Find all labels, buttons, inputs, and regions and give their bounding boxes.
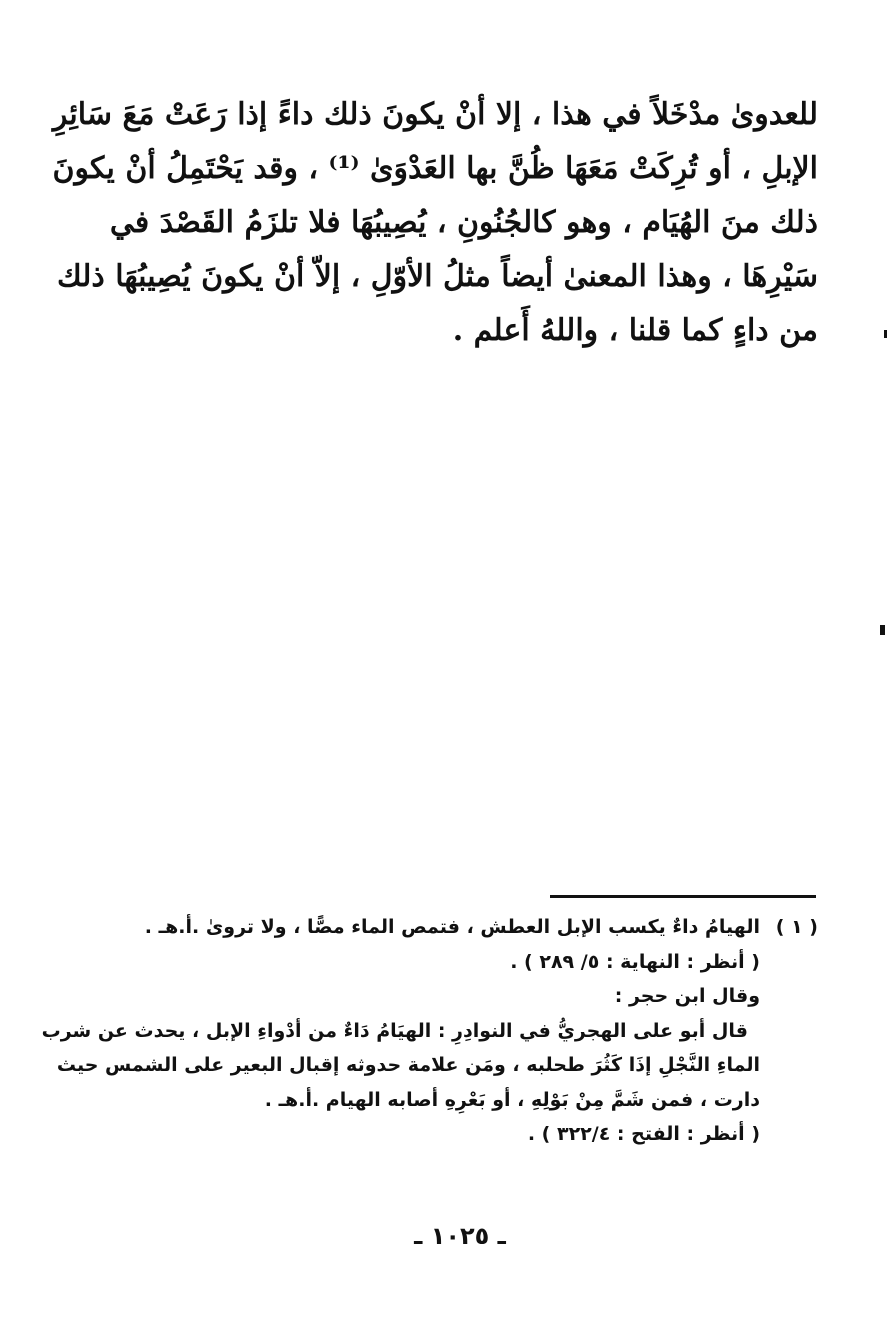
footnote-line: دارت ، فمن شَمَّ مِنْ بَوْلِهِ ، أو بَعْرِهِ أصابه الهيام .أ.هـ . [264, 1088, 760, 1111]
footnote-line: ( أنظر : الفتح : ٣٢٢/٤ ) . [527, 1123, 760, 1145]
footnote-line [144, 910, 818, 945]
footnote-text: الهيامُ داءٌ يكسب الإبل العطش ، فتمص الماء مصًّا ، ولا تروىٰ .أ.هـ . [144, 916, 760, 938]
main-text-line: للعدوىٰ مدْخَلاً في هذا ، إلا أنْ يكونَ ذلك داءً إذا رَعَتْ مَعَ سَائِرِ [52, 97, 818, 132]
footnote-marker: ( ١ ) [775, 916, 818, 938]
main-text-line: ذلك منَ الهُيَام ، وهو كالجُنُونِ ، يُصِيبُهَا فلا تلزَمُ القَصْدَ في [109, 205, 818, 240]
main-text-line: من داءٍ كما قلنا ، واللهُ أَعلم . [452, 313, 818, 348]
main-text-line: الإبلِ ، أو تُرِكَتْ مَعَهَا ظُنَّ بها العَدْوَىٰ ⁽¹⁾ ، وقد يَحْتَمِلُ أنْ يكونَ [52, 151, 818, 186]
footnote-separator [550, 895, 816, 898]
scan-speck [880, 625, 885, 635]
footnote-line: وقال ابن حجر : [614, 985, 760, 1007]
footnote-line: قال أبو على الهجريُّ في النوادِرِ : الهيَامُ دَاءٌ من أدْواءِ الإبل ، يحدث عن شرب [41, 1019, 748, 1042]
main-text-block [52, 88, 818, 358]
main-text-line: سَيْرِهَا ، وهذا المعنىٰ أيضاً مثلُ الأوّلِ ، إلاّ أنْ يكونَ يُصِيبُهَا ذلك [56, 259, 818, 294]
footnote-line: ( أنظر : النهاية : ٥/ ٢٨٩ ) . [510, 950, 760, 973]
footnotes-block [41, 910, 818, 1152]
scan-speck [884, 330, 887, 338]
page-number: ـ ١٠٢٥ ـ [414, 1222, 506, 1250]
footnote-line: الماءِ النَّجْلِ إذَا كَثُرَ طحلبه ، ومَن علامة حدوثه إقبال البعير على الشمس حيث [56, 1054, 760, 1076]
